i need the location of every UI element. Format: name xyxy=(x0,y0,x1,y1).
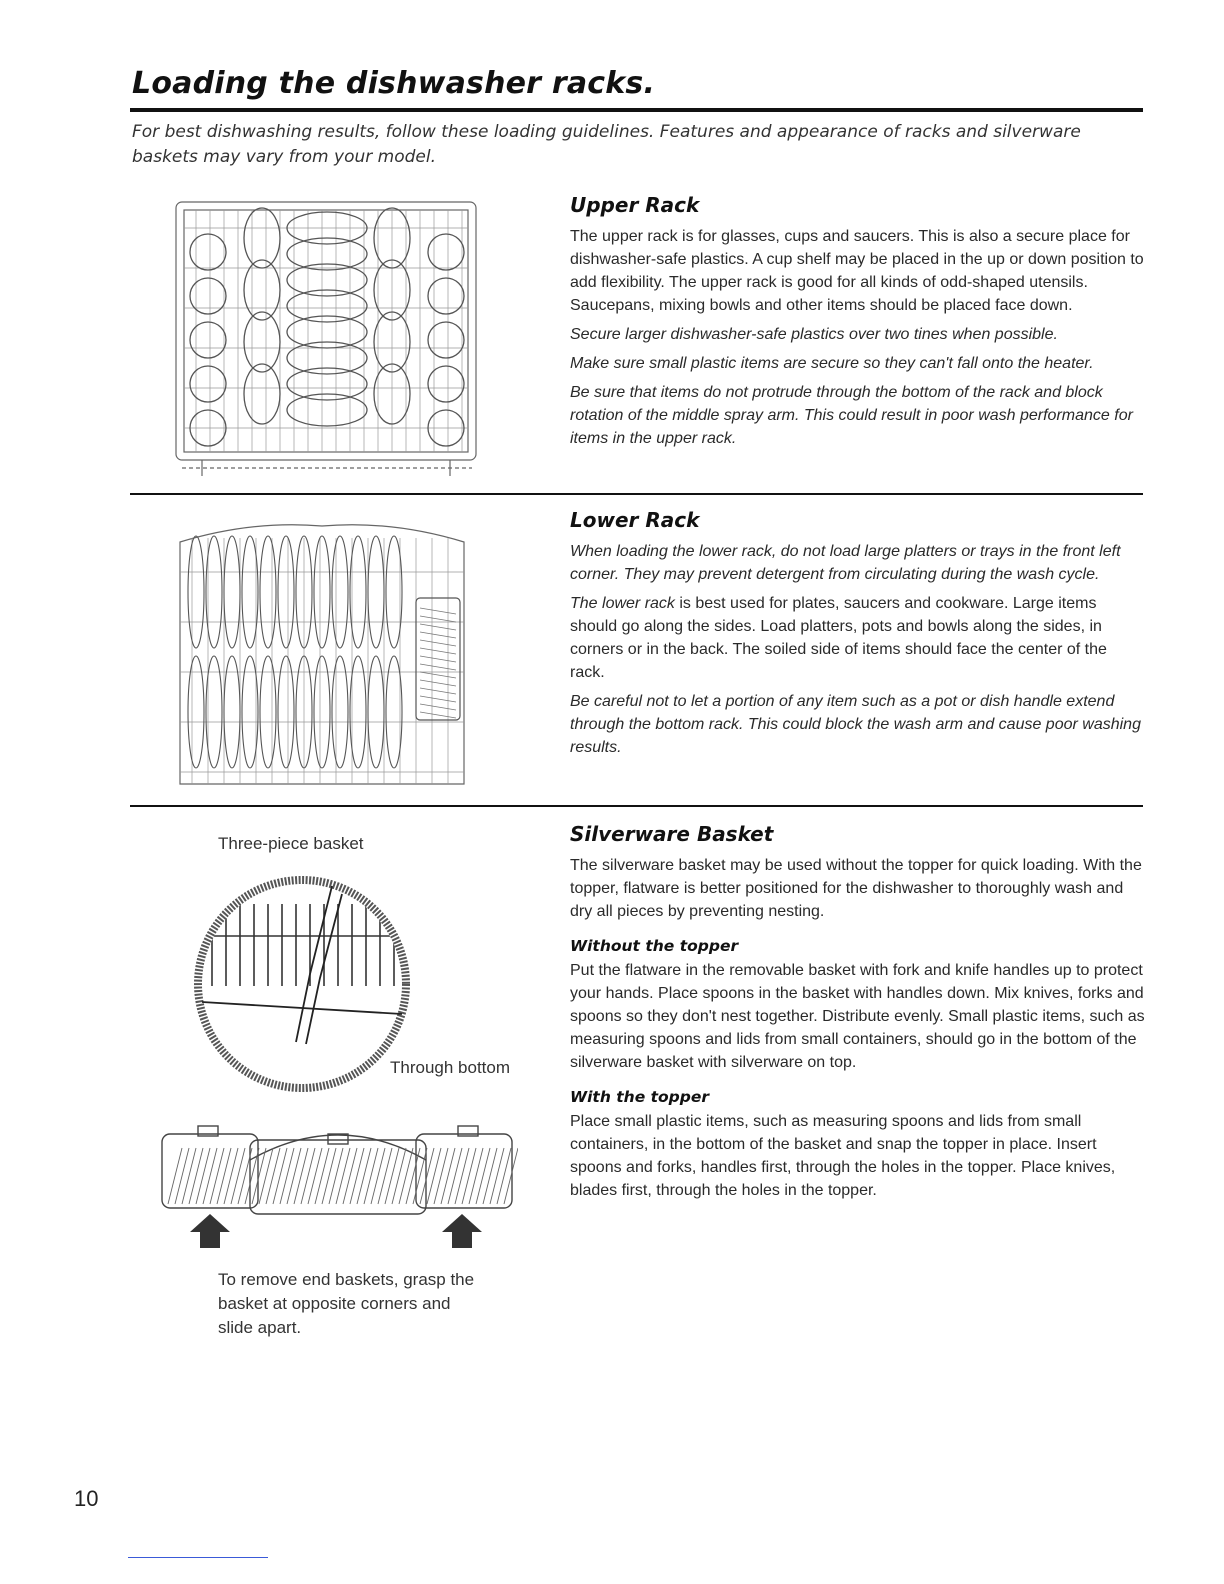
three-piece-basket-illustration xyxy=(158,1120,518,1252)
lower-rack-note-1: When loading the lower rack, do not load large platters or trays in the front left corner. They may prevent detergent from circulating during the wash cycle. xyxy=(570,543,1121,583)
footer-line xyxy=(128,1557,268,1558)
intro-text: For best dishwashing results, follow these loading guidelines. Features and appearance of racks and silverware baskets may vary from your model. xyxy=(132,122,1081,167)
page-title: Loading the dishwasher racks. xyxy=(132,66,656,101)
upper-rack-illustration xyxy=(172,198,482,480)
without-topper-text: Put the flatware in the removable basket with fork and knife handles up to protect your hands. Place spoons in the basket with handles down. Mix knives, forks and spoons so they don't nest together. Distribute evenly. Small plastic items, such as measuring spoons and lids from small containers, should go in the bottom of the silverware basket with silverware on top. xyxy=(570,962,1145,1071)
upper-rack-section xyxy=(570,193,1145,456)
lower-rack-illustration xyxy=(172,512,472,794)
upper-rack-heading: Upper Rack xyxy=(570,193,700,217)
with-topper-heading: With the topper xyxy=(570,1088,710,1106)
without-topper-heading: Without the topper xyxy=(570,937,739,955)
through-bottom-illustration xyxy=(192,874,412,1094)
page-number: 10 xyxy=(74,1486,99,1511)
silverware-text: The silverware basket may be used without the topper for quick loading. With the topper, flatware is better positioned for the dishwasher to thoroughly wash and dry all pieces by preventing nesting. xyxy=(570,857,1142,920)
upper-rack-note-1: Secure larger dishwasher-safe plastics over two tines when possible. xyxy=(570,326,1058,343)
upper-rack-text: The upper rack is for glasses, cups and saucers. This is also a secure place for dishwasher-safe plastics. A cup shelf may be placed in the up or down position to add flexibility. The upper rack is good for all kinds of odd-shaped utensils. Saucepans, mixing bowls and other items should be placed face down. xyxy=(570,228,1144,314)
divider-upper xyxy=(130,493,1143,495)
upper-rack-note-2: Make sure small plastic items are secure so they can't fall onto the heater. xyxy=(570,355,1094,372)
lower-rack-text-rest: is best used for plates, saucers and cookware. Large items should go along the sides. Load platters, pots and bowls along the sides, in corners or in the back. The soiled side of items should face the center of the rack. xyxy=(570,595,1107,681)
upper-rack-note-3: Be sure that items do not protrude through the bottom of the rack and block rotation of the middle spray arm. This could result in poor wash performance for items in the upper rack. xyxy=(570,384,1133,447)
arrow-up-icon-right xyxy=(442,1214,482,1248)
with-topper-text: Place small plastic items, such as measuring spoons and lids from small containers, in the bottom of the basket and snap the topper in place. Insert spoons and forks, handles first, through the holes in the topper. Place knives, blades first, through the holes in the topper. xyxy=(570,1113,1116,1199)
lower-rack-text xyxy=(570,592,1145,684)
divider-lower xyxy=(130,805,1143,807)
lower-rack-heading: Lower Rack xyxy=(570,508,700,532)
lower-rack-term: The lower rack xyxy=(570,595,675,612)
caption-through-bottom: Through bottom xyxy=(390,1058,511,1077)
caption-three-piece: Three-piece basket xyxy=(218,834,364,853)
silverware-heading: Silverware Basket xyxy=(570,822,774,846)
arrow-up-icon-left xyxy=(190,1214,230,1248)
caption-remove-end-baskets: To remove end baskets, grasp the basket at opposite corners and slide apart. xyxy=(218,1270,475,1337)
lower-rack-note-2: Be careful not to let a portion of any item such as a pot or dish handle extend through the bottom rack. This could block the wash arm and cause poor washing results. xyxy=(570,693,1141,756)
lower-rack-section xyxy=(570,508,1145,765)
title-rule xyxy=(130,108,1143,112)
silverware-section xyxy=(570,822,1145,1208)
